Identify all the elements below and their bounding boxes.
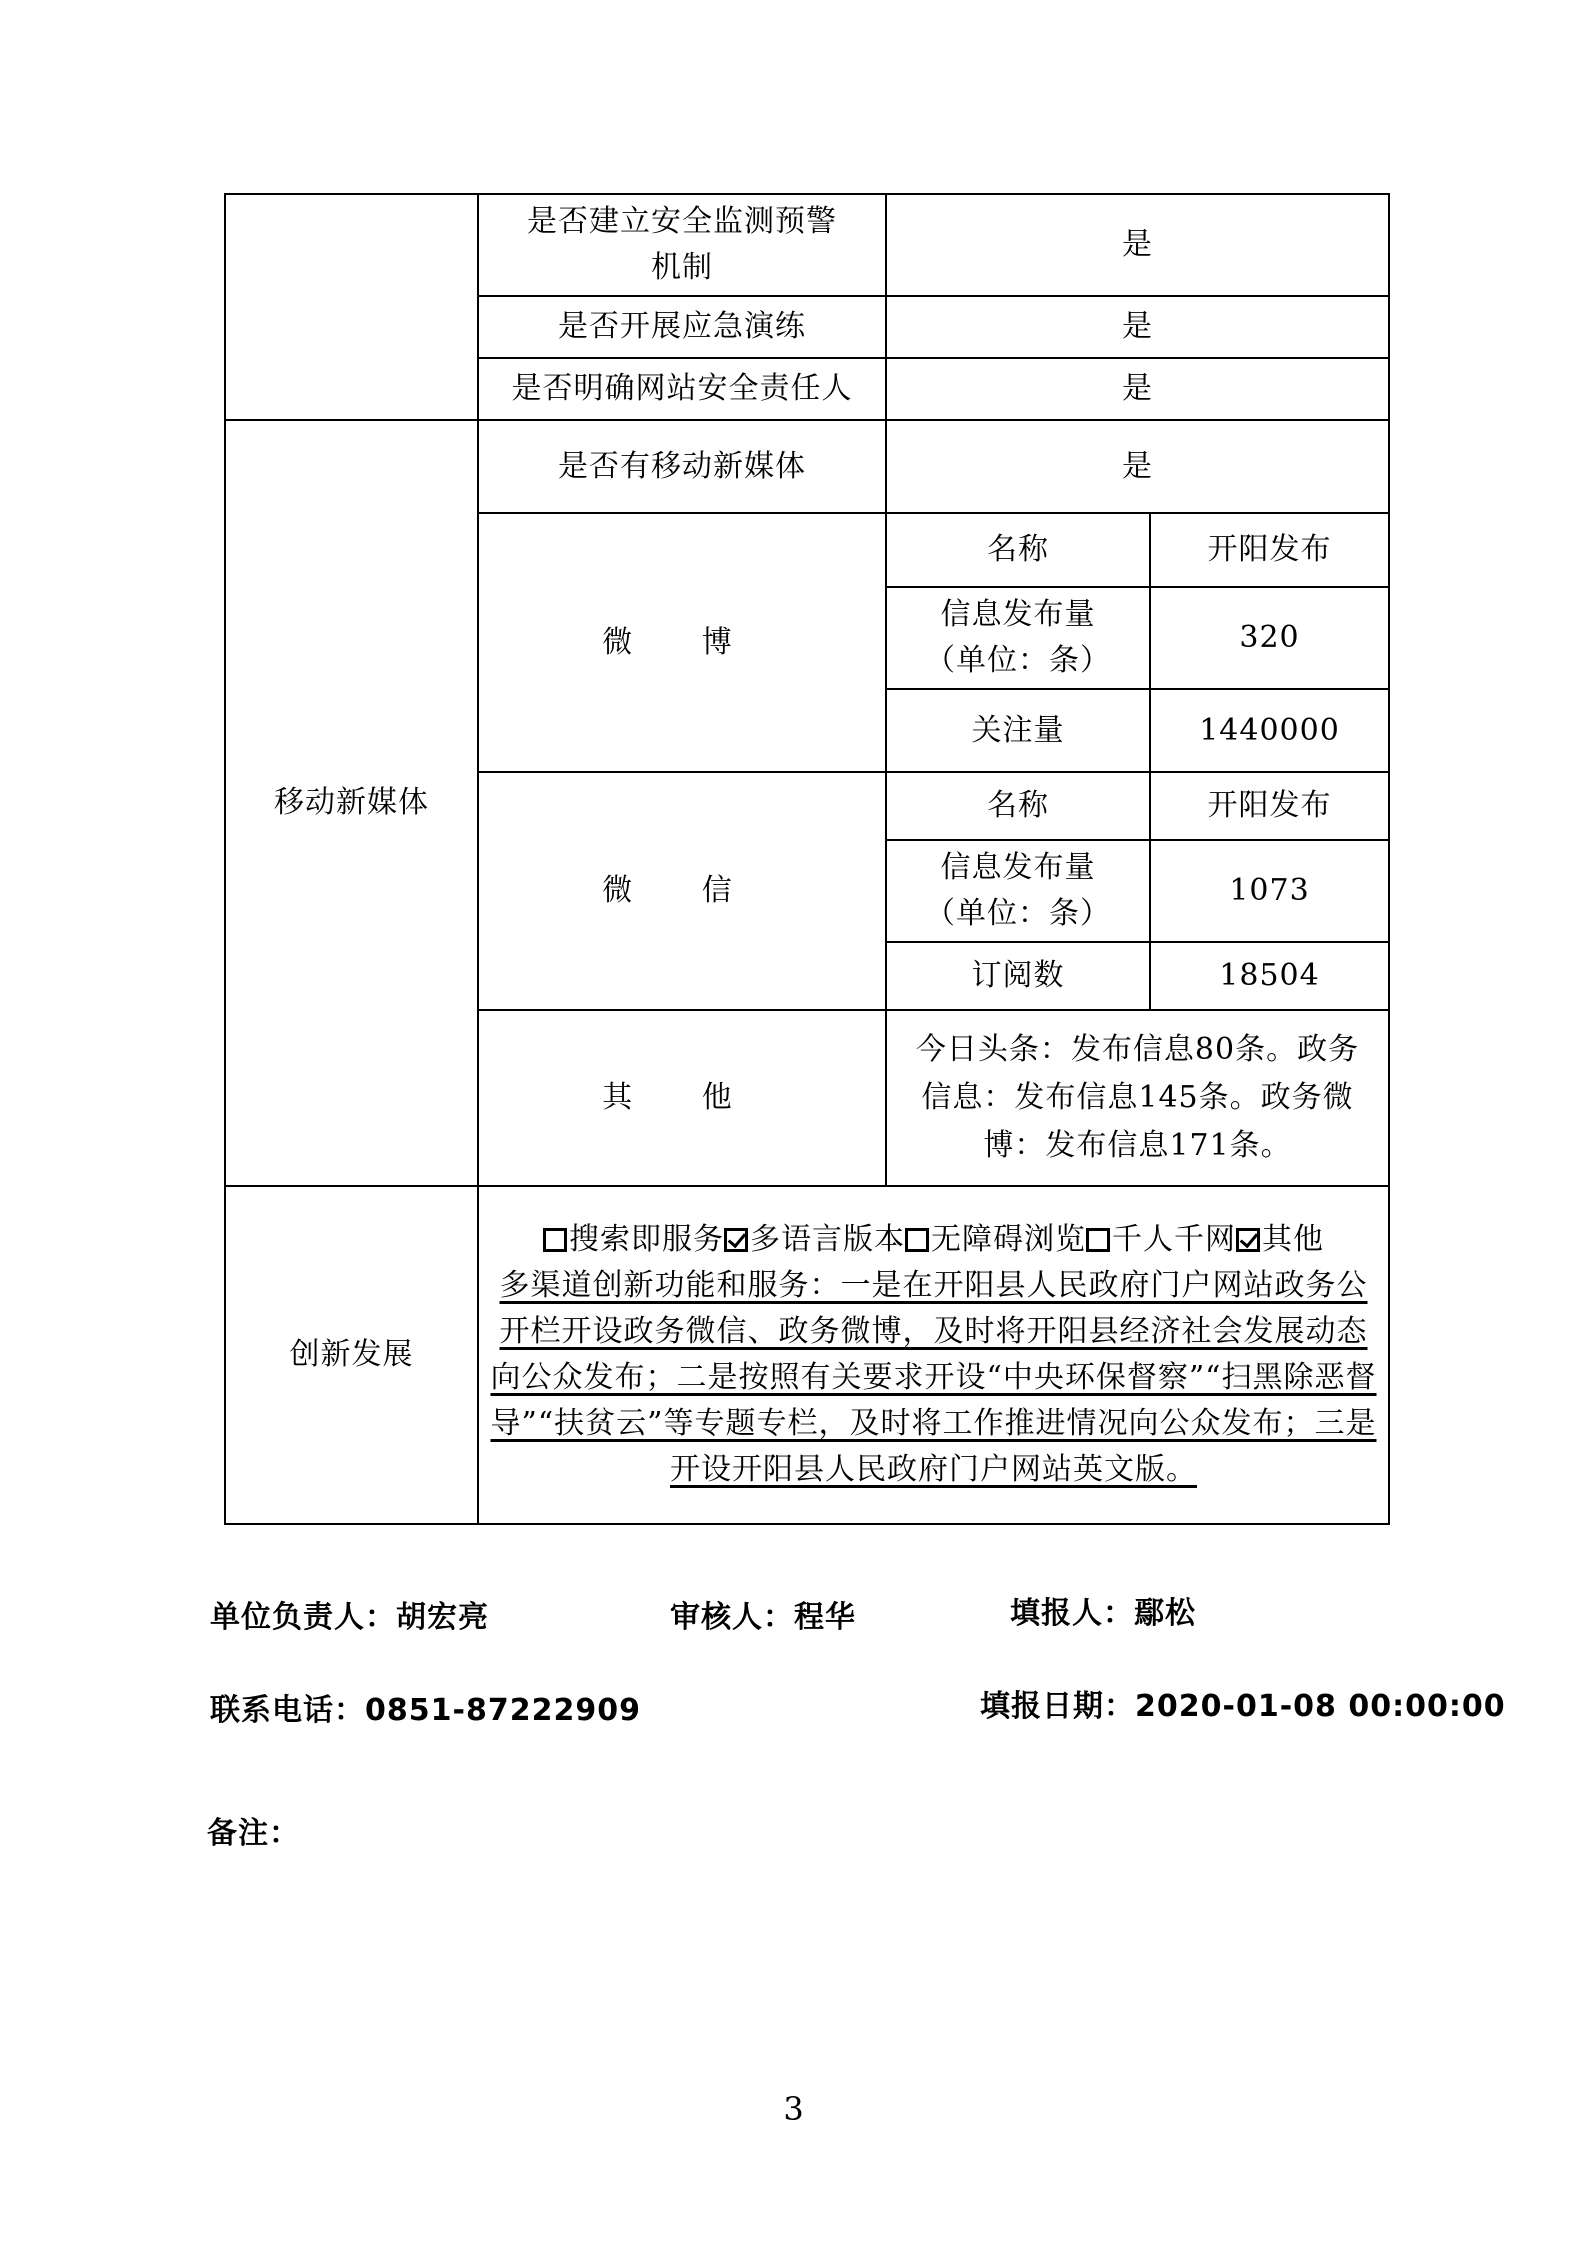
weibo-followers-value: 1440000: [1150, 689, 1389, 772]
contact-phone: 联系电话：0851-87222909: [210, 1693, 641, 1728]
remarks-label: 备注：: [207, 1816, 300, 1851]
wechat-subscribers-value: 18504: [1150, 942, 1389, 1010]
checkbox-unchecked-icon: [1086, 1228, 1110, 1252]
drill-answer: 是: [886, 296, 1389, 358]
mobile-question: 是否有移动新媒体: [478, 420, 886, 513]
innovation-option[interactable]: [724, 1222, 905, 1257]
option-label: 搜索即服务: [569, 1222, 724, 1257]
weibo-followers-label: 关注量: [886, 689, 1150, 772]
option-label: 千人千网: [1112, 1222, 1236, 1257]
option-label: 多语言版本: [750, 1222, 905, 1257]
checkbox-unchecked-icon: [543, 1228, 567, 1252]
option-label: 其他: [1262, 1222, 1324, 1257]
monitoring-answer: 是: [886, 194, 1389, 296]
checkbox-unchecked-icon: [905, 1228, 929, 1252]
checkbox-checked-icon: [1236, 1228, 1260, 1252]
innovation-option[interactable]: [905, 1222, 1086, 1257]
weibo-count-value: 320: [1150, 587, 1389, 689]
weibo-label: 微 博: [478, 513, 886, 772]
responsible-answer: 是: [886, 358, 1389, 420]
option-label: 无障碍浏览: [931, 1222, 1086, 1257]
mobile-section-label: 移动新媒体: [225, 420, 478, 1186]
wechat-subscribers-label: 订阅数: [886, 942, 1150, 1010]
innovation-description: 多渠道创新功能和服务：一是在开阳县人民政府门户网站政务公开栏开设政务微信、政务微博，及时将开阳县经济社会发展动态向公众发布；二是按照有关要求开设“中央环保督察”“扫黑除恶督导”“扶贫云”等专题专栏，及时将工作推进情况向公众发布；三是开设开阳县人民政府门户网站英文版。: [490, 1268, 1377, 1487]
wechat-count-value: 1073: [1150, 840, 1389, 942]
wechat-count-label: 信息发布量（单位：条）: [886, 840, 1150, 942]
innovation-option[interactable]: [1086, 1222, 1236, 1257]
wechat-name-label: 名称: [886, 772, 1150, 840]
fill-date: 填报日期：2020-01-08 00:00:00: [980, 1689, 1506, 1724]
wechat-name-value: 开阳发布: [1150, 772, 1389, 840]
other-label: 其 他: [478, 1010, 886, 1186]
weibo-name-value: 开阳发布: [1150, 513, 1389, 587]
weibo-name-label: 名称: [886, 513, 1150, 587]
checkbox-checked-icon: [724, 1228, 748, 1252]
table-row: [225, 194, 1389, 296]
page-number: 3: [783, 2090, 804, 2128]
wechat-label: 微 信: [478, 772, 886, 1010]
filler: 填报人：鄢松: [1010, 1596, 1196, 1631]
responsible-question: 是否明确网站安全责任人: [478, 358, 886, 420]
mobile-answer: 是: [886, 420, 1389, 513]
innovation-content: [478, 1186, 1389, 1524]
report-table: [224, 193, 1390, 1525]
reviewer: 审核人：程华: [670, 1600, 856, 1635]
other-value: 今日头条：发布信息80条。政务信息：发布信息145条。政务微博：发布信息171条。: [886, 1010, 1389, 1186]
monitoring-question: 是否建立安全监测预警机制: [478, 194, 886, 296]
innovation-option[interactable]: [1236, 1222, 1324, 1257]
innovation-option[interactable]: [543, 1222, 724, 1257]
drill-question: 是否开展应急演练: [478, 296, 886, 358]
security-section-cell: [225, 194, 478, 420]
table-row: [225, 1186, 1389, 1524]
unit-head: 单位负责人：胡宏亮: [210, 1600, 489, 1635]
innovation-section-label: 创新发展: [225, 1186, 478, 1524]
weibo-count-label: 信息发布量（单位：条）: [886, 587, 1150, 689]
table-row: [225, 420, 1389, 513]
